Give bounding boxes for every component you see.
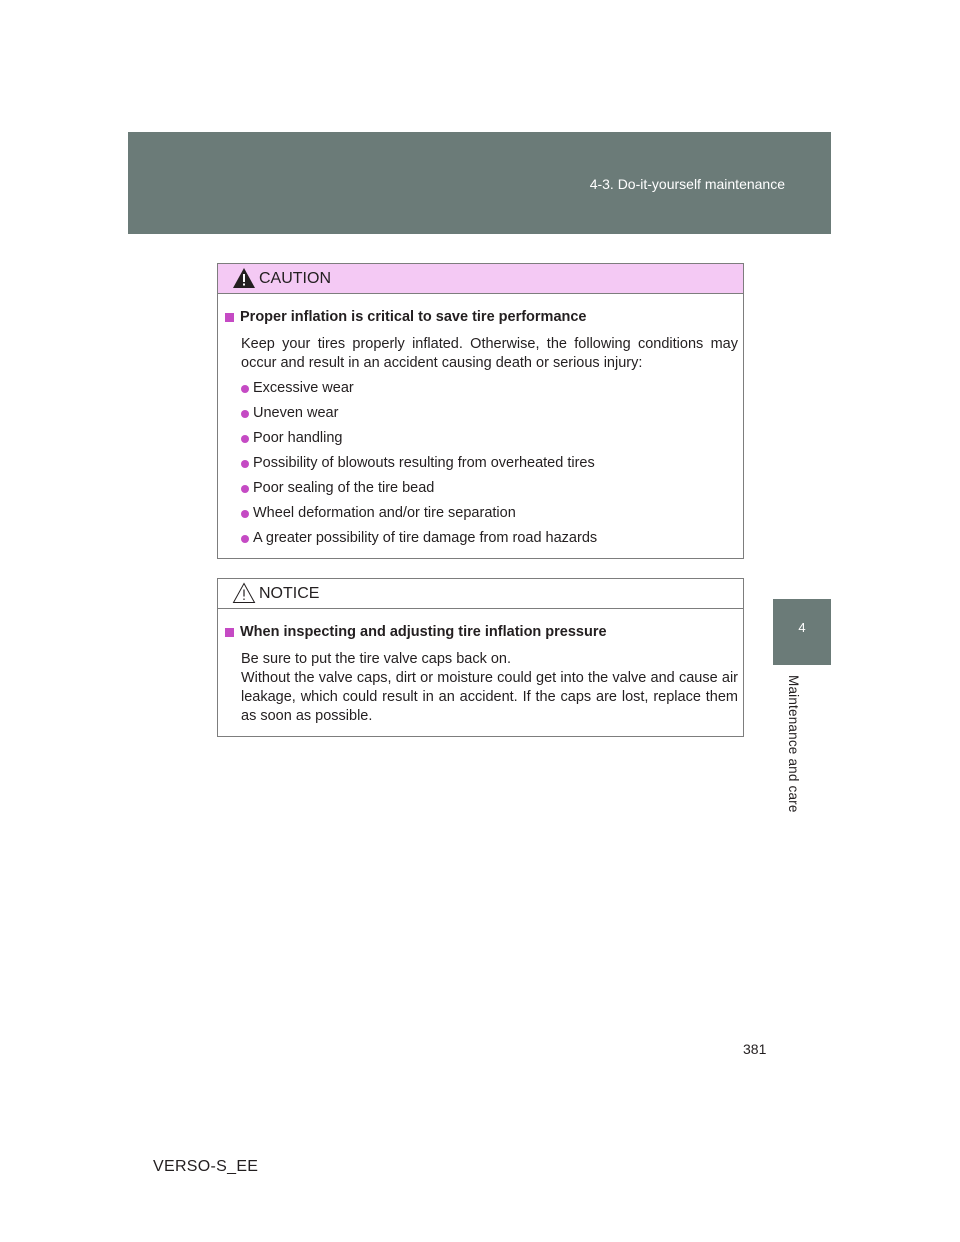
list-item: [241, 454, 738, 473]
notice-heading: When inspecting and adjusting tire inflation pressure: [240, 624, 607, 640]
caution-paragraph: Keep your tires properly inflated. Otherwise, the following conditions may occur and result in an accident causing death or serious injury:: [241, 336, 738, 371]
round-bullet-icon: [241, 460, 249, 468]
notice-line-1: Be sure to put the tire valve caps back on.: [241, 651, 512, 667]
caution-list: [223, 379, 738, 548]
caution-body: [218, 294, 743, 548]
warning-triangle-outline-icon: [232, 582, 256, 604]
notice-box: [217, 578, 744, 737]
round-bullet-icon: [241, 535, 249, 543]
chapter-title: Maintenance and care: [786, 675, 801, 813]
warning-triangle-filled-icon: [232, 267, 256, 289]
notice-body: [218, 609, 743, 726]
square-bullet-icon: [225, 628, 234, 637]
caution-heading: Proper inflation is critical to save tire performance: [240, 309, 587, 325]
notice-title: NOTICE: [259, 585, 320, 602]
section-title: 4-3. Do-it-yourself maintenance: [589, 176, 785, 192]
round-bullet-icon: [241, 385, 249, 393]
list-item-text: A greater possibility of tire damage from road hazards: [253, 530, 598, 546]
list-item-text: Excessive wear: [253, 380, 354, 396]
chapter-number: 4: [798, 620, 806, 635]
caution-title: CAUTION: [259, 270, 331, 287]
caution-box: [217, 263, 744, 559]
list-item: [241, 404, 738, 423]
model-code: VERSO-S_EE: [153, 1158, 259, 1175]
list-item: [241, 379, 738, 398]
page-number: 381: [743, 1041, 767, 1057]
list-item-text: Poor sealing of the tire bead: [253, 480, 435, 496]
caution-heading-row: [223, 308, 738, 327]
list-item: [241, 529, 738, 548]
list-item: [241, 429, 738, 448]
list-item-text: Poor handling: [253, 430, 343, 446]
list-item-text: Uneven wear: [253, 405, 339, 421]
notice-header: [218, 579, 743, 609]
list-item: [241, 479, 738, 498]
header-bar: [128, 132, 831, 234]
chapter-tab: [773, 599, 831, 665]
list-item: [241, 504, 738, 523]
round-bullet-icon: [241, 485, 249, 493]
notice-paragraph: [223, 650, 738, 726]
notice-line-2: Without the valve caps, dirt or moisture could get into the valve and cause air leakage, which could result in an accident. If the caps are lost, replace them as soon as possible.: [241, 670, 738, 724]
square-bullet-icon: [225, 313, 234, 322]
list-item-text: Wheel deformation and/or tire separation: [253, 505, 516, 521]
round-bullet-icon: [241, 510, 249, 518]
caution-header: [218, 264, 743, 294]
notice-heading-row: [223, 623, 738, 642]
list-item-text: Possibility of blowouts resulting from overheated tires: [253, 455, 595, 471]
round-bullet-icon: [241, 410, 249, 418]
round-bullet-icon: [241, 435, 249, 443]
